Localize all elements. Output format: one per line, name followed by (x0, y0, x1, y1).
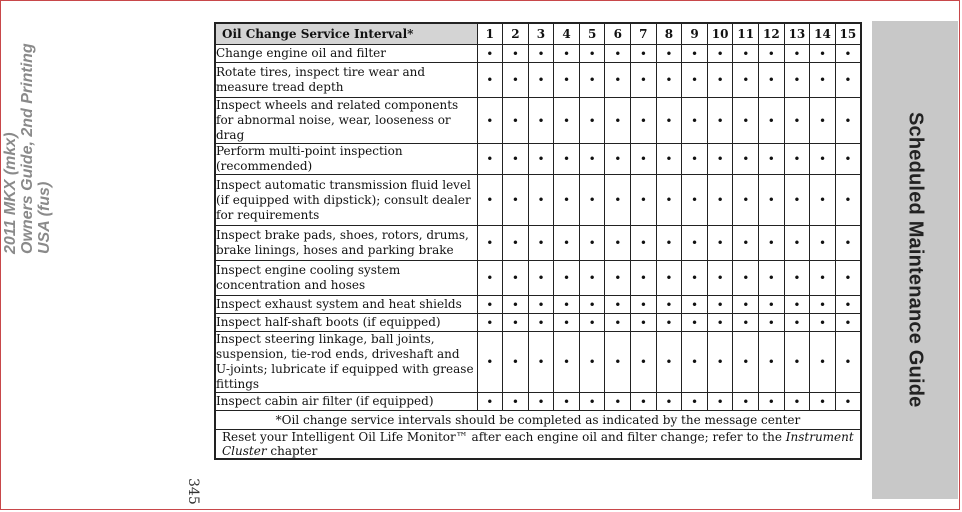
interval-check-dot: • (682, 261, 708, 296)
interval-check-dot: • (733, 144, 759, 175)
interval-check-dot: • (503, 261, 529, 296)
interval-check-dot: • (759, 314, 785, 332)
interval-check-dot: • (631, 98, 657, 144)
interval-check-dot: • (733, 175, 759, 226)
interval-check-dot: • (477, 98, 503, 144)
interval-check-dot: • (733, 63, 759, 98)
table-row (215, 393, 861, 411)
column-header-interval: 12 (759, 23, 785, 45)
section-tab (872, 21, 958, 499)
interval-check-dot: • (528, 332, 554, 393)
table-row (215, 175, 861, 226)
column-header-interval: 8 (656, 23, 682, 45)
interval-check-dot: • (528, 393, 554, 411)
service-item-label: Inspect steering linkage, ball joints, suspension, tie-rod ends, driveshaft and U-joints; lubricate if equipped with grease fittings (215, 332, 477, 393)
table-row (215, 63, 861, 98)
column-header-interval: 13 (784, 23, 810, 45)
interval-check-dot: • (579, 261, 605, 296)
interval-check-dot: • (707, 226, 733, 261)
column-header-interval: 6 (605, 23, 631, 45)
interval-check-dot: • (579, 332, 605, 393)
interval-check-dot: • (835, 226, 861, 261)
interval-check-dot: • (759, 393, 785, 411)
interval-check-dot: • (528, 296, 554, 314)
interval-check-dot: • (605, 393, 631, 411)
interval-check-dot: • (682, 332, 708, 393)
interval-check-dot: • (707, 261, 733, 296)
interval-check-dot: • (784, 226, 810, 261)
interval-check-dot: • (605, 63, 631, 98)
interval-check-dot: • (528, 144, 554, 175)
interval-check-dot: • (707, 296, 733, 314)
interval-check-dot: • (554, 175, 580, 226)
interval-check-dot: • (810, 175, 836, 226)
column-header-interval: 10 (707, 23, 733, 45)
footnote-text: *Oil change service intervals should be completed as indicated by the message center (215, 411, 861, 430)
table-row (215, 98, 861, 144)
interval-check-dot: • (554, 296, 580, 314)
interval-check-dot: • (835, 314, 861, 332)
interval-check-dot: • (656, 175, 682, 226)
interval-check-dot: • (554, 144, 580, 175)
service-item-label: Inspect exhaust system and heat shields (215, 296, 477, 314)
meta-line-model: 2011 MKX (mkx) (2, 132, 19, 254)
interval-check-dot: • (656, 393, 682, 411)
interval-check-dot: • (656, 63, 682, 98)
interval-check-dot: • (503, 296, 529, 314)
interval-check-dot: • (810, 98, 836, 144)
interval-check-dot: • (733, 314, 759, 332)
interval-check-dot: • (579, 314, 605, 332)
interval-check-dot: • (759, 261, 785, 296)
interval-check-dot: • (477, 296, 503, 314)
interval-check-dot: • (759, 144, 785, 175)
interval-check-dot: • (733, 45, 759, 63)
interval-check-dot: • (477, 261, 503, 296)
interval-check-dot: • (503, 393, 529, 411)
interval-check-dot: • (682, 226, 708, 261)
interval-check-dot: • (656, 45, 682, 63)
column-header-interval: 7 (631, 23, 657, 45)
interval-check-dot: • (503, 45, 529, 63)
interval-check-dot: • (631, 393, 657, 411)
interval-check-dot: • (759, 175, 785, 226)
column-header-interval: 1 (477, 23, 503, 45)
interval-check-dot: • (733, 261, 759, 296)
interval-check-dot: • (503, 98, 529, 144)
interval-check-dot: • (579, 226, 605, 261)
interval-check-dot: • (631, 332, 657, 393)
interval-check-dot: • (784, 144, 810, 175)
interval-check-dot: • (605, 45, 631, 63)
table-body (215, 45, 861, 411)
service-item-label: Inspect cabin air filter (if equipped) (215, 393, 477, 411)
interval-check-dot: • (682, 296, 708, 314)
reset-note-row (215, 430, 861, 460)
interval-check-dot: • (835, 175, 861, 226)
interval-check-dot: • (835, 393, 861, 411)
service-item-label: Rotate tires, inspect tire wear and measure tread depth (215, 63, 477, 98)
interval-check-dot: • (503, 63, 529, 98)
interval-check-dot: • (605, 226, 631, 261)
interval-check-dot: • (810, 144, 836, 175)
interval-check-dot: • (784, 332, 810, 393)
interval-check-dot: • (733, 296, 759, 314)
interval-check-dot: • (835, 98, 861, 144)
interval-check-dot: • (605, 144, 631, 175)
meta-line-region: USA (fus) (36, 181, 53, 254)
interval-check-dot: • (554, 314, 580, 332)
interval-check-dot: • (707, 98, 733, 144)
interval-check-dot: • (528, 63, 554, 98)
interval-check-dot: • (784, 261, 810, 296)
interval-check-dot: • (810, 393, 836, 411)
column-header-interval: 11 (733, 23, 759, 45)
interval-check-dot: • (733, 98, 759, 144)
interval-check-dot: • (707, 63, 733, 98)
interval-check-dot: • (528, 314, 554, 332)
interval-check-dot: • (835, 63, 861, 98)
interval-check-dot: • (477, 332, 503, 393)
interval-check-dot: • (810, 314, 836, 332)
interval-check-dot: • (503, 226, 529, 261)
interval-check-dot: • (784, 175, 810, 226)
interval-check-dot: • (528, 98, 554, 144)
interval-check-dot: • (631, 226, 657, 261)
interval-check-dot: • (579, 98, 605, 144)
interval-check-dot: • (554, 63, 580, 98)
table-row (215, 314, 861, 332)
interval-check-dot: • (835, 296, 861, 314)
interval-check-dot: • (528, 261, 554, 296)
interval-check-dot: • (503, 175, 529, 226)
document-metadata (2, 14, 62, 254)
reset-note-prefix: Reset your Intelligent Oil Life Monitor™ after each engine oil and filter change; refer to the (222, 430, 786, 444)
interval-check-dot: • (631, 261, 657, 296)
service-item-label: Inspect half-shaft boots (if equipped) (215, 314, 477, 332)
interval-check-dot: • (631, 45, 657, 63)
service-item-label: Inspect wheels and related components for abnormal noise, wear, looseness or drag (215, 98, 477, 144)
interval-check-dot: • (528, 226, 554, 261)
interval-check-dot: • (631, 175, 657, 226)
table-row (215, 45, 861, 63)
interval-check-dot: • (656, 314, 682, 332)
interval-check-dot: • (579, 296, 605, 314)
interval-check-dot: • (759, 45, 785, 63)
column-header-interval: 9 (682, 23, 708, 45)
reset-note-suffix: chapter (266, 444, 318, 458)
interval-check-dot: • (554, 261, 580, 296)
interval-check-dot: • (579, 45, 605, 63)
service-item-label: Perform multi-point inspection (recommended) (215, 144, 477, 175)
interval-check-dot: • (503, 314, 529, 332)
service-item-label: Inspect engine cooling system concentration and hoses (215, 261, 477, 296)
interval-check-dot: • (784, 63, 810, 98)
interval-check-dot: • (784, 393, 810, 411)
interval-check-dot: • (579, 175, 605, 226)
interval-check-dot: • (682, 63, 708, 98)
interval-check-dot: • (656, 98, 682, 144)
interval-check-dot: • (682, 144, 708, 175)
interval-check-dot: • (810, 63, 836, 98)
column-header-interval: 14 (810, 23, 836, 45)
interval-check-dot: • (784, 45, 810, 63)
reset-note (215, 430, 861, 460)
interval-check-dot: • (835, 144, 861, 175)
interval-check-dot: • (835, 261, 861, 296)
footnote-row (215, 411, 861, 430)
interval-check-dot: • (631, 63, 657, 98)
interval-check-dot: • (528, 45, 554, 63)
column-header-interval: 3 (528, 23, 554, 45)
interval-check-dot: • (631, 314, 657, 332)
interval-check-dot: • (784, 314, 810, 332)
interval-check-dot: • (707, 175, 733, 226)
meta-line-guide: Owners Guide, 2nd Printing (19, 43, 36, 254)
interval-check-dot: • (733, 332, 759, 393)
interval-check-dot: • (554, 226, 580, 261)
interval-check-dot: • (682, 314, 708, 332)
interval-check-dot: • (759, 98, 785, 144)
interval-check-dot: • (759, 296, 785, 314)
interval-check-dot: • (605, 261, 631, 296)
interval-check-dot: • (477, 393, 503, 411)
interval-check-dot: • (656, 332, 682, 393)
interval-check-dot: • (605, 175, 631, 226)
interval-check-dot: • (682, 393, 708, 411)
interval-check-dot: • (759, 63, 785, 98)
table-row (215, 226, 861, 261)
column-header-service: Oil Change Service Interval* (215, 23, 477, 45)
interval-check-dot: • (477, 314, 503, 332)
interval-check-dot: • (631, 144, 657, 175)
reset-note-chapter: Instrument Cluster (222, 430, 854, 458)
interval-check-dot: • (605, 332, 631, 393)
interval-check-dot: • (554, 393, 580, 411)
interval-check-dot: • (503, 144, 529, 175)
interval-check-dot: • (810, 296, 836, 314)
interval-check-dot: • (682, 45, 708, 63)
interval-check-dot: • (810, 226, 836, 261)
interval-check-dot: • (528, 175, 554, 226)
column-header-interval: 2 (503, 23, 529, 45)
interval-check-dot: • (605, 296, 631, 314)
interval-check-dot: • (554, 332, 580, 393)
interval-check-dot: • (759, 226, 785, 261)
interval-check-dot: • (707, 314, 733, 332)
column-header-interval: 4 (554, 23, 580, 45)
interval-check-dot: • (579, 393, 605, 411)
interval-check-dot: • (682, 175, 708, 226)
table-row (215, 261, 861, 296)
interval-check-dot: • (477, 45, 503, 63)
interval-check-dot: • (733, 226, 759, 261)
interval-check-dot: • (707, 45, 733, 63)
interval-check-dot: • (477, 175, 503, 226)
interval-check-dot: • (835, 332, 861, 393)
interval-check-dot: • (656, 144, 682, 175)
table-header-row (215, 23, 861, 45)
interval-check-dot: • (477, 226, 503, 261)
interval-check-dot: • (605, 314, 631, 332)
interval-check-dot: • (554, 98, 580, 144)
interval-check-dot: • (810, 261, 836, 296)
interval-check-dot: • (605, 98, 631, 144)
interval-check-dot: • (707, 332, 733, 393)
service-item-label: Inspect automatic transmission fluid level (if equipped with dipstick); consult dealer for requirements (215, 175, 477, 226)
interval-check-dot: • (784, 296, 810, 314)
section-tab-title: Scheduled Maintenance Guide (904, 112, 927, 408)
interval-check-dot: • (554, 45, 580, 63)
interval-check-dot: • (784, 98, 810, 144)
interval-check-dot: • (477, 144, 503, 175)
interval-check-dot: • (477, 63, 503, 98)
column-header-interval: 5 (579, 23, 605, 45)
interval-check-dot: • (579, 144, 605, 175)
interval-check-dot: • (682, 98, 708, 144)
table-row (215, 144, 861, 175)
interval-check-dot: • (707, 393, 733, 411)
interval-check-dot: • (656, 261, 682, 296)
interval-check-dot: • (656, 226, 682, 261)
interval-check-dot: • (810, 45, 836, 63)
interval-check-dot: • (810, 332, 836, 393)
service-item-label: Change engine oil and filter (215, 45, 477, 63)
interval-check-dot: • (835, 45, 861, 63)
column-header-interval: 15 (835, 23, 861, 45)
interval-check-dot: • (579, 63, 605, 98)
service-item-label: Inspect brake pads, shoes, rotors, drums, brake linings, hoses and parking brake (215, 226, 477, 261)
interval-check-dot: • (733, 393, 759, 411)
interval-check-dot: • (503, 332, 529, 393)
interval-check-dot: • (656, 296, 682, 314)
interval-check-dot: • (707, 144, 733, 175)
page-number: 345 (185, 478, 201, 505)
interval-check-dot: • (631, 296, 657, 314)
interval-check-dot: • (759, 332, 785, 393)
maintenance-schedule-table (214, 22, 862, 460)
table-row (215, 332, 861, 393)
table-row (215, 296, 861, 314)
